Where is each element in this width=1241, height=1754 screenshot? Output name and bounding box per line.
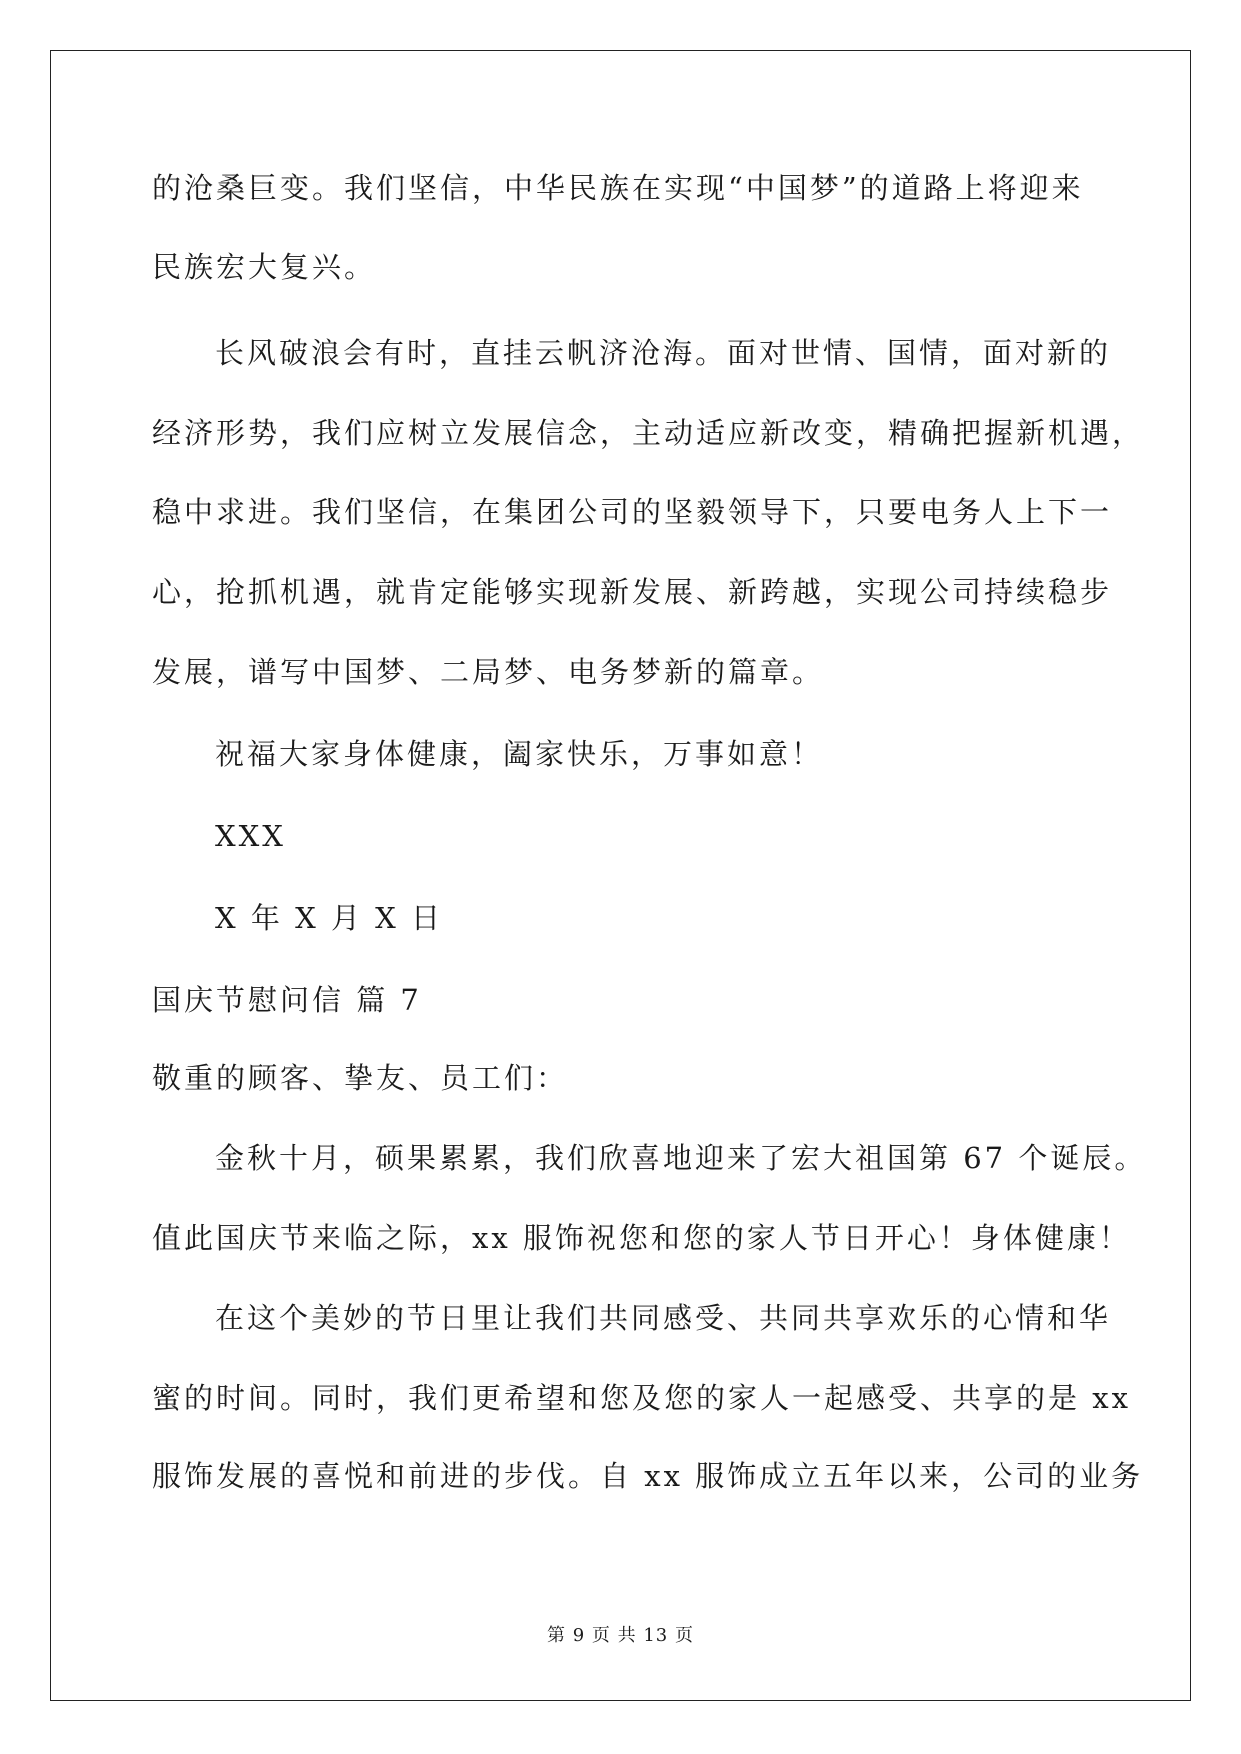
text-line: 发展，谱写中国梦、二局梦、电务梦新的篇章。: [152, 655, 825, 689]
text-line: 的沧桑巨变。我们坚信，中华民族在实现“中国梦”的道路上将迎来: [152, 171, 1084, 205]
text-line: 经济形势，我们应树立发展信念，主动适应新改变，精确把握新机遇，: [152, 416, 1145, 450]
text-line: 蜜的时间。同时，我们更希望和您及您的家人一起感受、共享的是 xx: [152, 1381, 1131, 1415]
text-line: 民族宏大复兴。: [152, 250, 377, 284]
text-line: 值此国庆节来临之际，xx 服饰祝您和您的家人节日开心！身体健康！: [152, 1221, 1131, 1255]
salutation: 敬重的顾客、挚友、员工们：: [152, 1061, 569, 1095]
paragraph-start: 长风破浪会有时，直挂云帆济沧海。面对世情、国情，面对新的: [215, 336, 1112, 370]
text-line: 心，抢抓机遇，就肯定能够实现新发展、新跨越，实现公司持续稳步: [152, 575, 1113, 609]
paragraph-start: 在这个美妙的节日里让我们共同感受、共同共享欢乐的心情和华: [215, 1301, 1112, 1335]
greeting-line: 祝福大家身体健康，阖家快乐，万事如意！: [215, 737, 824, 771]
paragraph-start: 金秋十月，硕果累累，我们欣喜地迎来了宏大祖国第 67 个诞辰。: [215, 1141, 1147, 1175]
text-line: 稳中求进。我们坚信，在集团公司的坚毅领导下，只要电务人上下一: [152, 495, 1113, 529]
section-heading: 国庆节慰问信 篇 7: [152, 983, 422, 1017]
page-border: [50, 50, 1191, 1701]
page-number-footer: 第 9 页 共 13 页: [547, 1625, 694, 1646]
signature: XXX: [215, 819, 286, 853]
date-line: X 年 X 月 X 日: [215, 901, 444, 935]
text-line: 服饰发展的喜悦和前进的步伐。自 xx 服饰成立五年以来，公司的业务: [152, 1459, 1144, 1493]
